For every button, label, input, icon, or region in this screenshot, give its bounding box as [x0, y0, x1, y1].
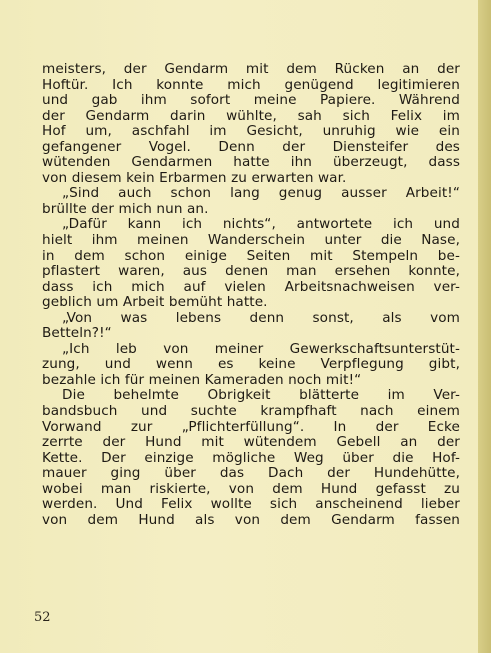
text-line: in dem schon einige Seiten mit Stempeln be-	[42, 247, 460, 264]
text-line: dass ich mich auf vielen Arbeitsnachweisen ver-	[42, 278, 460, 295]
text-line: brüllte der mich nun an.	[42, 200, 209, 217]
text-line: bezahle ich für meinen Kameraden noch mit!“	[42, 371, 362, 388]
text-line: hielt ihm meinen Wanderschein unter die Nase,	[42, 232, 460, 249]
text-line: Hoftür. Ich konnte mich genügend legitimieren	[42, 76, 460, 93]
text-line: „Von was lebens denn sonst, als vom	[62, 309, 460, 326]
text-line: Hof um, aschfahl im Gesicht, unruhig wie ein	[42, 123, 460, 140]
text-line: „Dafür kann ich nichts“, antwortete ich und	[62, 216, 460, 233]
text-line: „Ich leb von meiner Gewerkschaftsunterstüt-	[62, 340, 460, 357]
page-edge	[478, 0, 491, 653]
text-line: „Sind auch schon lang genug ausser Arbeit!“	[62, 185, 460, 202]
text-line: von diesem kein Erbarmen zu erwarten war.	[42, 169, 347, 186]
text-line: mauer ging über das Dach der Hundehütte,	[42, 465, 460, 482]
text-line: werden. Und Felix wollte sich anscheinend lieber	[42, 496, 460, 513]
text-line: Betteln?!“	[42, 325, 112, 342]
text-line: pflastert waren, aus denen man ersehen konnte,	[42, 263, 460, 280]
text-line: Die behelmte Obrigkeit blätterte im Ver-	[62, 387, 460, 404]
page-number: 52	[34, 610, 51, 625]
text-line: geblich um Arbeit bemüht hatte.	[42, 294, 268, 311]
text-line: Vorwand zur „Pflichterfüllung“. In der Ecke	[42, 418, 460, 435]
text-line: wobei man riskierte, von dem Hund gefasst zu	[42, 480, 460, 497]
text-line: von dem Hund als von dem Gendarm fassen	[42, 511, 460, 528]
text-line: zerrte der Hund mit wütendem Gebell an der	[42, 434, 460, 451]
text-line: der Gendarm darin wühlte, sah sich Felix im	[42, 107, 460, 124]
text-line: meisters, der Gendarm mit dem Rücken an der	[42, 61, 460, 77]
text-line: Kette. Der einzige mögliche Weg über die Hof-	[42, 449, 460, 466]
text-line: und gab ihm sofort meine Papiere. Während	[42, 92, 460, 109]
text-line: gefangener Vogel. Denn der Diensteifer des	[42, 138, 460, 155]
text-line: bandsbuch und suchte krampfhaft nach einem	[42, 403, 460, 420]
text-line: zung, und wenn es keine Verpflegung gibt,	[42, 356, 460, 373]
body-text	[42, 62, 460, 528]
text-line: wütenden Gendarmen hatte ihn überzeugt, dass	[42, 154, 460, 171]
